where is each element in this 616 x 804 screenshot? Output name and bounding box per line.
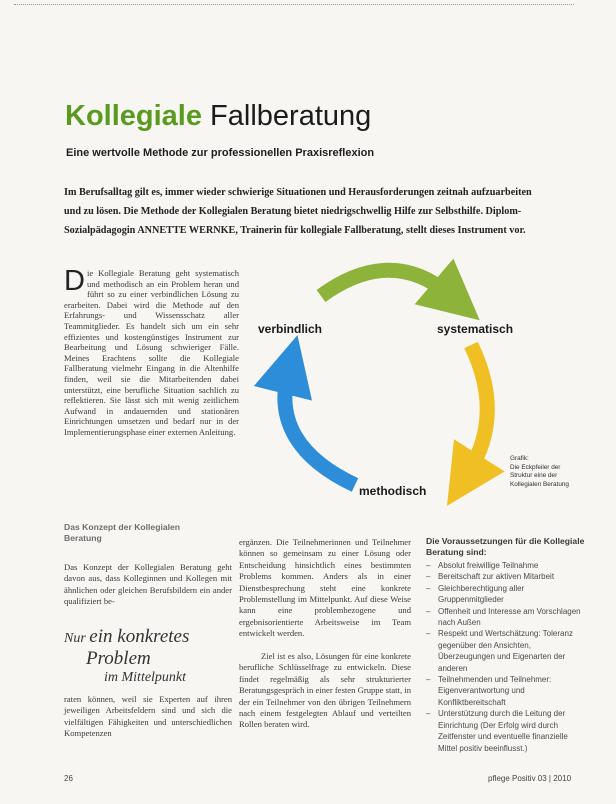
list-item: – Offenheit und Interesse am Vorschlagen nach Außen [426,606,586,629]
top-rule [14,4,574,7]
article-subtitle: Eine wertvolle Methode zur professionellen Praxisreflexion [66,147,375,159]
article-title: Kollegiale Fallberatung [65,100,372,132]
pull-quote [64,626,244,686]
intro-paragraph [64,265,239,438]
caption-line: Die Eckpfeiler der [510,463,561,471]
col2-paragraph-1: ergänzen. Die Teilnehmerinnen und Teilnehmer können so gemeinsam zu einer Lösung oder Entscheidung hinsichtlich eines bestimmten Problems kommen. Anders als in einer Dienstbesprechung steht eine konkrete Problemstellung im Mittelpunkt. Auf diese Weise kann eine problembezogene und ergebnisorientierte Arbeitsweise im Team entwickelt werden. [239,537,411,639]
arrow-blue [285,373,355,485]
list-item: – Absolut freiwillige Teilnahme [426,560,586,571]
arrow-yellow [468,345,487,473]
caption-line: Grafik: [510,455,529,462]
caption-line: Struktur eine der [510,472,558,480]
col1-paragraph-2: raten können, weil sie Experten auf ihren jeweiligen Arbeitsfeldern sind und sich die vielfältigen Fähigkeiten und unterschiedlichen Kompetenzen [64,694,232,739]
list-item: – Gleichberechtigung aller Gruppenmitglieder [426,583,586,606]
arrow-green [321,270,450,296]
page-number: 26 [64,774,73,783]
col2-paragraph-2: Ziel ist es also, Lösungen für eine konkrete berufliche Schlüsselfrage zu entwickeln. Diese findet regelmäßig als sehr strukturierter Beratungsgespräch in einer festen Gruppe statt, in der ein Teilnehmer von den übrigen Teilnehmern nach einem festgelegten Ablauf und verteilten Rollen beraten wird. [239,651,411,730]
diagram-caption [510,455,580,489]
diagram-label-systematisch: systematisch [437,322,514,336]
requirements-list [426,560,586,754]
list-item: – Respekt und Wertschätzung: Toleranz gegenüber den Ansichten, Überzeugungen und Eigenarten der anderen [426,628,586,674]
diagram-label-verbindlich: verbindlich [258,322,323,336]
pull-quote-line-1a: Nur [64,631,90,646]
caption-line: Kollegialen Beratung [510,480,569,488]
list-item: – Unterstützung durch die Leitung der Einrichtung (Der Erfolg wird durch Zeitfenster und eventuelle finanzielle Mittel positiv beeinflusst.) [426,708,586,754]
drop-cap: D [64,265,85,297]
cycle-diagram [250,255,530,515]
pull-quote-line-3: im Mittelpunkt [104,670,187,685]
intro-text: ie Kollegiale Beratung geht systematisch und methodisch an ein Problem heran und führt so zu einer verbindlichen Lösung zu erarbeiten. Dabei wird die Methode auf den Erfahrungs- und Wissensschatz aller Teammitglieder. Es handelt sich um ein sehr effizientes und kostengünstiges Instrument zur Bearbeitung und Lösung schwieriger Fälle. Meines Erachtens sollte die Kollegiale Fallberatung vielmehr Eingang in die Altenhilfe finden, weil sie die Mitarbeitenden dabei unterstützt, eine berufliche Situation sachlich zu reflektieren. Sie lässt sich mit wenig zeitlichem Aufwand in andauernden und stationären Einrichtungen umsetzen und bedarf nur in der Implementierungsphase einer externen Anleitung. [64,268,239,437]
diagram-label-methodisch: methodisch [359,484,427,498]
article-lead: Im Berufsalltag gilt es, immer wieder schwierige Situationen und Herausforderungen zeitnah aufzuarbeiten und zu lösen. Die Methode der Kollegialen Beratung bietet niedrigschwellig Hilfe zur Selbsthilfe. Diplom-Sozialpädagogin ANNETTE WERNKE, Trainerin für kollegiale Fallberatung, stellt dieses Instrument vor. [64,187,532,236]
pull-quote-line-2: Problem [86,648,151,669]
pull-quote-line-1b: ein konkretes [89,626,190,647]
section-heading-konzept: Das Konzept der Kollegialen Beratung [64,522,181,543]
issue-label: pflege Positiv 03 | 2010 [488,774,572,783]
list-item: – Teilnehmenden und Teilnehmer: Eigenverantwortung und Konfliktbereitschaft [426,674,586,708]
list-item: – Bereitschaft zur aktiven Mitarbeit [426,571,586,582]
section-heading-voraussetzungen: Die Voraussetzungen für die Kollegiale Beratung sind: [426,536,585,557]
col1-paragraph-1: Das Konzept der Kollegialen Beratung geht davon aus, dass Kolleginnen und Kollegen mit ähnlichen oder gleichen Berufsbildern ein ander qualifiziert be- [64,562,232,607]
